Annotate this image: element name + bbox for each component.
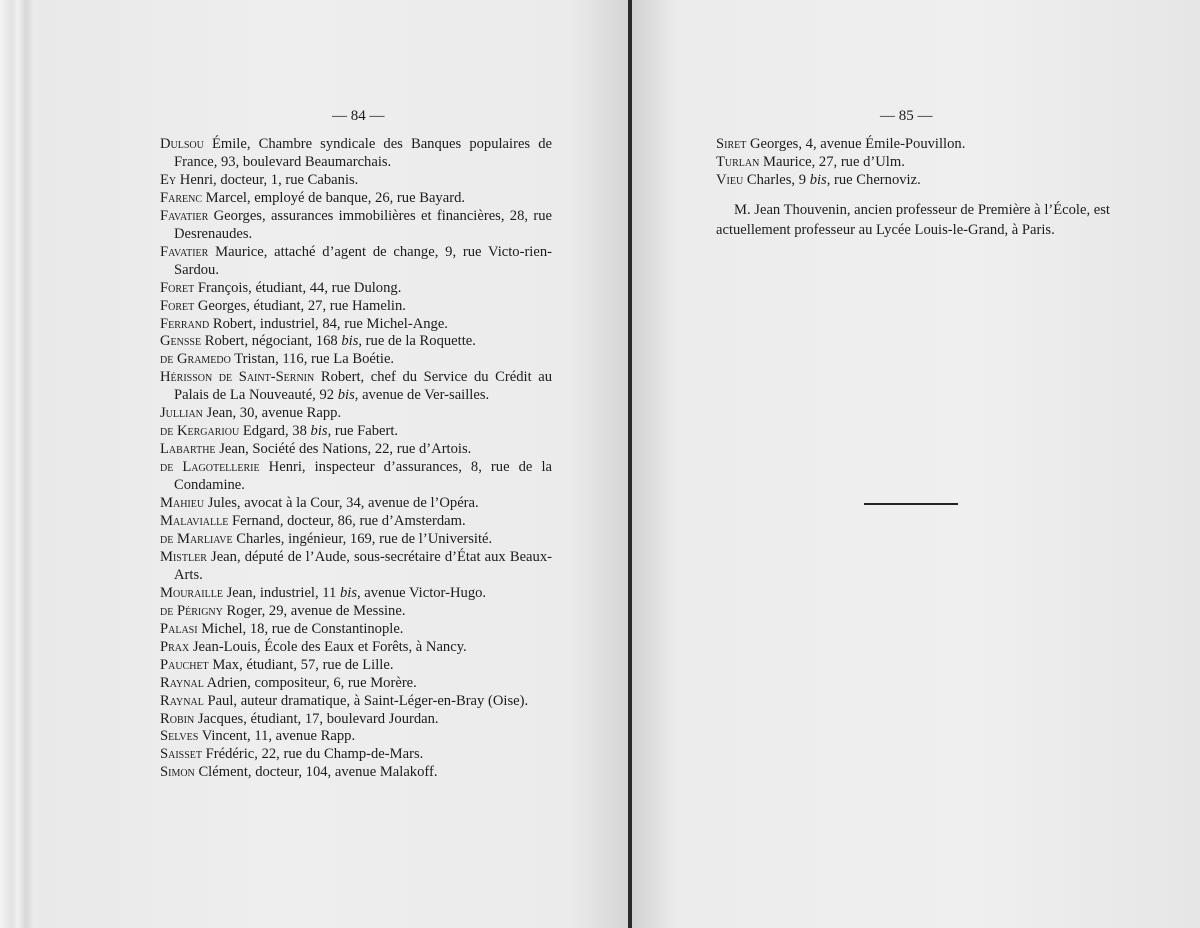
list-entry <box>160 316 552 334</box>
list-entry <box>160 513 552 531</box>
list-entry <box>160 531 552 549</box>
entry-details: , avenue Victor-Hugo. <box>357 584 487 601</box>
entry-details: François, étudiant, 44, rue Dulong. <box>194 279 402 296</box>
entry-surname: Pauchet <box>160 656 209 673</box>
list-entry <box>160 298 552 316</box>
list-entry <box>160 621 552 639</box>
entry-surname: de Lagotellerie <box>160 459 260 476</box>
list-entry <box>160 711 552 729</box>
entry-surname: Jullian <box>160 405 203 422</box>
entry-details: Jean-Louis, École des Eaux et Forêts, à Nancy. <box>189 638 467 655</box>
list-entry <box>160 280 552 298</box>
list-entry <box>160 459 552 495</box>
entry-details: , avenue de Ver-sailles. <box>354 387 490 404</box>
left-entry-list <box>160 136 552 782</box>
list-entry <box>160 441 552 459</box>
entry-surname: Farenc <box>160 189 203 206</box>
right-entry-list <box>716 136 1110 190</box>
entry-surname: Gensse <box>160 333 202 350</box>
list-entry <box>160 208 552 244</box>
entry-italic: bis <box>809 171 827 188</box>
list-entry <box>160 495 552 513</box>
entry-italic: bis <box>310 423 328 440</box>
list-entry <box>160 244 552 280</box>
right-content <box>716 136 1110 240</box>
entry-details: Émile, Chambre syndicale des Banques populaires de France, 93, boulevard Beaumarchais. <box>174 136 552 170</box>
entry-details: Adrien, compositeur, 6, rue Morère. <box>203 674 417 691</box>
entry-details: Vincent, 11, avenue Rapp. <box>198 728 356 745</box>
note-paragraph: M. Jean Thouvenin, ancien professeur de Première à l’École, est actuellement professeur au Lycée Louis-le-Grand, à Paris. <box>716 201 1110 238</box>
entry-details: Fernand, docteur, 86, rue d’Amsterdam. <box>228 513 466 530</box>
entry-details: Georges, étudiant, 27, rue Hamelin. <box>194 297 406 314</box>
list-entry <box>160 728 552 746</box>
list-entry <box>160 351 552 369</box>
entry-surname: de Périgny <box>160 602 223 619</box>
entry-details: Robert, industriel, 84, rue Michel-Ange. <box>209 315 448 332</box>
entry-details: Paul, auteur dramatique, à Saint-Léger-en-Bray (Oise). <box>203 692 529 709</box>
entry-surname: Raynal <box>160 674 204 691</box>
entry-surname: Malavialle <box>160 513 229 530</box>
entry-surname: Ey <box>160 171 177 188</box>
list-entry <box>160 746 552 764</box>
list-entry <box>160 657 552 675</box>
list-entry <box>160 136 552 172</box>
entry-details: Robert, chef du Service du Crédit au Palais de La Nouveauté, 92 <box>174 369 553 404</box>
list-entry <box>160 405 552 423</box>
entry-details: Georges, assurances immobilières et financières, 28, rue Desrenaudes. <box>174 207 552 242</box>
entry-italic: bis <box>337 387 355 404</box>
list-entry <box>160 585 552 603</box>
entry-surname: Mouraille <box>160 584 223 601</box>
entry-surname: Siret <box>716 136 747 152</box>
entry-surname: Hérisson de Saint-Sernin <box>160 369 315 386</box>
end-rule <box>864 503 958 505</box>
entry-details: Jean, 30, avenue Rapp. <box>202 405 342 422</box>
entry-surname: Prax <box>160 638 190 655</box>
entry-surname: Favatier <box>160 207 209 224</box>
list-entry <box>160 549 552 585</box>
entry-details: Clément, docteur, 104, avenue Malakoff. <box>194 764 438 781</box>
entry-details: Robert, négociant, 168 <box>201 333 342 350</box>
entry-surname: Mistler <box>160 548 207 565</box>
entry-details: Jean, industriel, 11 <box>222 584 340 601</box>
list-entry <box>160 172 552 190</box>
list-entry <box>160 603 552 621</box>
entry-surname: de Gramedo <box>160 351 231 368</box>
entry-details: Tristan, 116, rue La Boétie. <box>230 351 395 368</box>
entry-italic: bis <box>341 333 359 350</box>
entry-details: Henri, inspecteur d’assurances, 8, rue de la Condamine. <box>174 459 552 494</box>
list-entry <box>160 693 552 711</box>
entry-details: , rue Chernoviz. <box>826 171 921 188</box>
list-entry <box>160 369 552 405</box>
entry-surname: de Kergariou <box>160 423 240 440</box>
entry-details: Jean, Société des Nations, 22, rue d’Artois. <box>215 441 472 458</box>
entry-details: Maurice, attaché d’agent de change, 9, rue Victo-rien-Sardou. <box>174 243 552 278</box>
entry-details: Maurice, 27, rue d’Ulm. <box>759 153 905 170</box>
page-number-right: — 85 — <box>880 108 933 124</box>
entry-details: Frédéric, 22, rue du Champ-de-Mars. <box>202 746 424 763</box>
entry-surname: Mahieu <box>160 495 205 512</box>
list-entry <box>160 764 552 782</box>
entry-surname: Vieu <box>716 171 744 188</box>
entry-surname: Dulsou <box>160 136 204 152</box>
entry-details: Georges, 4, avenue Émile-Pouvillon. <box>746 136 966 152</box>
entry-details: Edgard, 38 <box>239 423 311 440</box>
list-entry <box>716 136 1110 154</box>
entry-details: Max, étudiant, 57, rue de Lille. <box>208 656 394 673</box>
entry-details: , rue de la Roquette. <box>358 333 476 350</box>
entry-surname: Raynal <box>160 692 204 709</box>
list-entry <box>716 172 1110 190</box>
entry-surname: Selves <box>160 728 199 745</box>
list-entry <box>160 639 552 657</box>
entry-details: Charles, ingénieur, 169, rue de l’Université. <box>232 530 493 547</box>
entry-surname: Foret <box>160 279 195 296</box>
list-entry <box>160 423 552 441</box>
entry-surname: Palasi <box>160 620 198 637</box>
entry-details: Roger, 29, avenue de Messine. <box>222 602 406 619</box>
entry-surname: de Marliave <box>160 530 233 547</box>
page-number-left: — 84 — <box>332 108 385 124</box>
list-entry <box>716 154 1110 172</box>
entry-surname: Labarthe <box>160 441 216 458</box>
list-entry <box>160 675 552 693</box>
entry-surname: Favatier <box>160 243 209 260</box>
entry-details: Jean, député de l’Aude, sous-secrétaire d’État aux Beaux-Arts. <box>174 548 552 583</box>
entry-surname: Ferrand <box>160 315 210 332</box>
entry-surname: Simon <box>160 764 195 781</box>
entry-details: Marcel, employé de banque, 26, rue Bayard. <box>202 189 466 206</box>
list-entry <box>160 190 552 208</box>
entry-surname: Robin <box>160 710 195 727</box>
entry-surname: Foret <box>160 297 195 314</box>
entry-details: , rue Fabert. <box>327 423 399 440</box>
entry-details: Henri, docteur, 1, rue Cabanis. <box>176 171 359 188</box>
entry-details: Jules, avocat à la Cour, 34, avenue de l’Opéra. <box>204 495 479 512</box>
entry-surname: Saisset <box>160 746 203 763</box>
entry-italic: bis <box>339 584 357 601</box>
list-entry <box>160 333 552 351</box>
entry-details: Jacques, étudiant, 17, boulevard Jourdan. <box>194 710 439 727</box>
book-gutter <box>628 0 632 928</box>
entry-details: Charles, 9 <box>743 171 810 188</box>
entry-surname: Turlan <box>716 153 760 170</box>
entry-details: Michel, 18, rue de Constantinople. <box>197 620 404 637</box>
